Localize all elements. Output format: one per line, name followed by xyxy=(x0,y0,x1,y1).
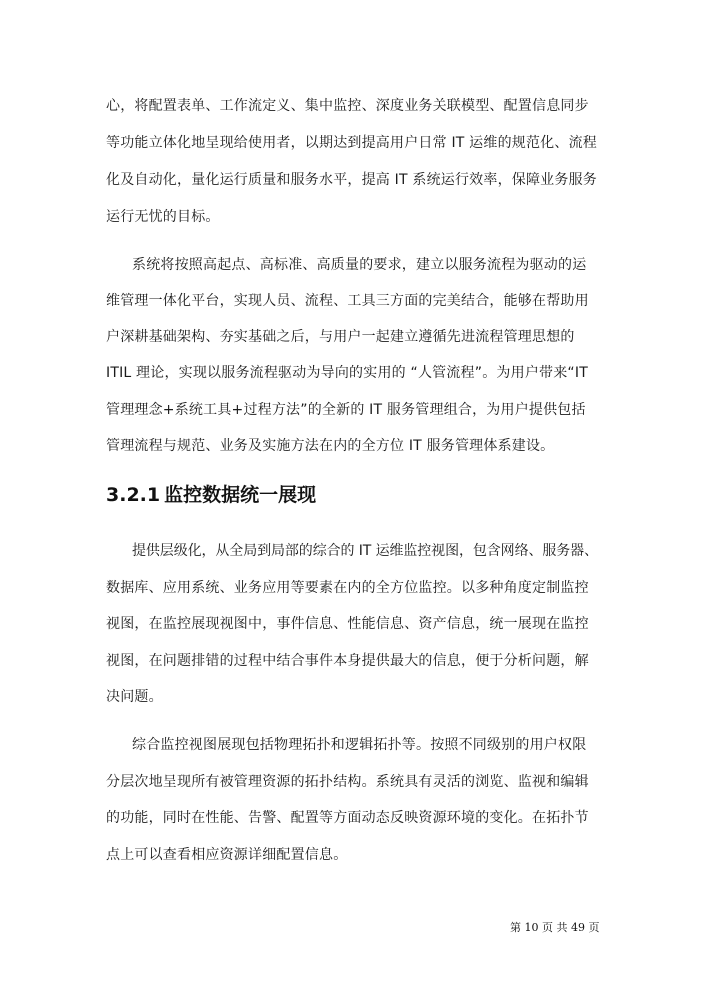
paragraph-line: 点上可以查看相应资源详细配置信息。 xyxy=(106,847,348,863)
paragraph-line: 综合监控视图展现包括物理拓扑和逻辑拓扑等。按照不同级别的用户权限 xyxy=(132,737,587,753)
paragraph-line: 化及自动化，量化运行质量和服务水平，提高 IT 系统运行效率，保障业务服务 xyxy=(106,172,597,188)
paragraph-line: 系统将按照高起点、高标准、高质量的要求，建立以服务流程为驱动的运 xyxy=(132,257,587,273)
paragraph-line: 心，将配置表单、工作流定义、集中监控、深度业务关联模型、配置信息同步 xyxy=(106,98,589,114)
paragraph-line: 等功能立体化地呈现给使用者，以期达到提高用户日常 IT 运维的规范化、流程 xyxy=(106,135,597,151)
paragraph-line: 视图，在监控展现视图中，事件信息、性能信息、资产信息，统一展现在监控 xyxy=(106,616,589,632)
section-heading xyxy=(106,482,316,508)
paragraph-line: 管理流程与规范、业务及实施方法在内的全方位 IT 服务管理体系建设。 xyxy=(106,438,555,454)
section-title: 监控数据统一展现 xyxy=(164,484,317,506)
paragraph-line: 户深耕基础架构、夯实基础之后，与用户一起建立遵循先进流程管理思想的 xyxy=(106,329,575,345)
paragraph-line: ITIL 理论，实现以服务流程驱动为导向的实用的 “人管流程”。为用户带来“IT xyxy=(106,365,588,381)
paragraph-line: 运行无忧的目标。 xyxy=(106,209,220,225)
paragraph-line: 分层次地呈现所有被管理资源的拓扑结构。系统具有灵活的浏览、监视和编辑 xyxy=(106,774,589,790)
page-number-footer: 第 10 页 共 49 页 xyxy=(510,921,600,934)
paragraph-line: 维管理一体化平台，实现人员、流程、工具三方面的完美结合，能够在帮助用 xyxy=(106,293,589,309)
section-number: 3.2.1 xyxy=(106,484,161,506)
paragraph-line: 视图，在问题排错的过程中结合事件本身提供最大的信息，便于分析问题，解 xyxy=(106,653,589,669)
paragraph-line: 决问题。 xyxy=(106,689,163,705)
paragraph-line: 的功能，同时在性能、告警、配置等方面动态反映资源环境的变化。在拓扑节 xyxy=(106,810,589,826)
paragraph-line: 管理理念+系统工具+过程方法”的全新的 IT 服务管理组合，为用户提供包括 xyxy=(106,402,586,418)
paragraph-line: 数据库、应用系统、业务应用等要素在内的全方位监控。以多种角度定制监控 xyxy=(106,580,589,596)
paragraph-line: 提供层级化，从全局到局部的综合的 IT 运维监控视图，包含网络、服务器、 xyxy=(132,543,598,559)
